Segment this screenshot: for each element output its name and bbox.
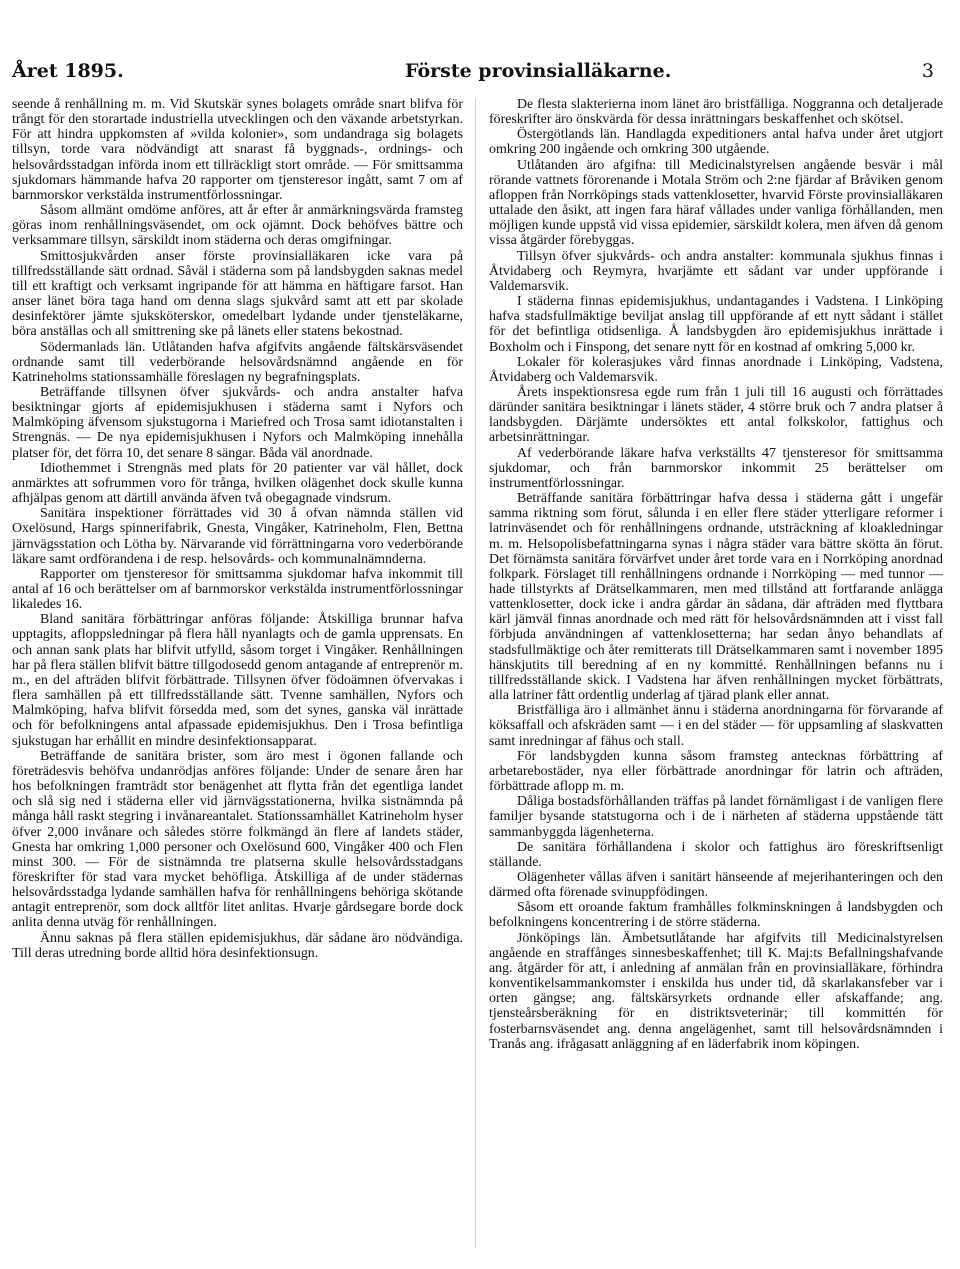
page-number: 3: [921, 60, 934, 82]
paragraph: Utlåtanden äro afgifna: till Medicinalstyrelsen angående besvär i mål rörande vattnets förorenande i Motala Ström och 2:ne fjärdar af Bråviken genom afloppen från Norrköpings stads vattenklosetter, hvarvid Förste provinsialläkaren uttalade den åsikt, att ingen fara häraf vållades under vanliga förhållanden, men möjligen kunde uppstå vid vissa epidemier, särskildt kolera, men äfven då genom vissa åtgärder förebyggas.: [489, 157, 943, 249]
paragraph: Idiothemmet i Strengnäs med plats för 20 patienter var väl hållet, dock anmärktes att sofrummen voro för trånga, hvilken olägenhet dock skulle kunna afhjälpas genom att därtill använda äfven två obegagnade vindsrum.: [12, 460, 463, 507]
column-divider: [475, 98, 476, 1248]
paragraph: De flesta slakterierna inom länet äro bristfälliga. Noggranna och detaljerade föreskrifter äro önskvärda för dessa inrättningars beskaffenhet och skötsel.: [489, 97, 943, 128]
right-column: [489, 97, 943, 1052]
paragraph: Olägenheter vållas äfven i sanitärt hänseende af mejerihanteringen och den därmed ofta förenade svinuppfödingen.: [489, 869, 943, 901]
paragraph: Såsom ett oroande faktum framhålles folkminskningen å landsbygden och befolkningens koncentrering i de större städerna.: [489, 900, 943, 931]
paragraph: Bland sanitära förbättringar anföras följande: Åtskilliga brunnar hafva upptagits, afloppsledningar på flera håll nyanlagts och de gamla upprensats. En och annan sank plats har blifvit utfylld, såsom torget i Vingåker. Renhållningen har på flera ställen blifvit bättre tillgodosedd genom antagande af entreprenör m. m., en del afträden blifvit förbättrade. Tillsynen öfver födoämnen öfvervakas i flera samhällen på ett tillfredsställande sätt. Tvenne samhällen, Nyfors och Malmköping, hafva blifvit försedda med, som det synes, ganska väl inrättade och för befolkningens antal afpassade epidemisjukhus. Den i Trosa befintliga sjukstugan har erhållit en mindre desinfektionsapparat.: [12, 612, 463, 749]
paragraph: Beträffande de sanitära brister, som äro mest i ögonen fallande och företrädesvis behöfva undanrödjas anföres följande: Under de senare åren har hos befolkningen framträdt stor benägenhet att flytta från det egentliga landet och slå sig ned i städerna eller vid järnvägsstationerna, hvilka sistnämnda på många håll raskt stegring i invånareantalet. Stationssamhället Katrineholm hyser öfver 2,000 invånare och således större folkmängd än flere af landets städer, Gnesta har omkring 1,000 personer och Oxelösund 600, Vingåker 400 och Flen minst 300. — För de sistnämnda tre platserna skulle helsovårdsstadgans föreskrifter för stad vara mycket behöfliga. Åtskilliga af de under städernas helsovårdsstadga lydande samhällen hafva för renhållningens behöriga skötande antagit entreprenör, som dock alltför litet anlitas. Hvarje gårdsegare borde dock anlita denna utväg för renhållningen.: [12, 748, 463, 931]
paragraph: För landsbygden kunna såsom framsteg antecknas förbättring af arbetarebostäder, nya eller förbättrade anordningar för latrin och afträden, förbättrade aflopp m. m.: [489, 748, 943, 795]
paragraph: Östergötlands län. Handlagda expeditioners antal hafva under året utgjort omkring 200 ingående och omkring 300 utgående.: [489, 127, 943, 158]
paragraph: Rapporter om tjensteresor för smittsamma sjukdomar hafva inkommit till antal af 16 och berättelser om af barnmorskor verkstälda instrumentförlossningar likaledes 16.: [12, 566, 463, 613]
paragraph: Bristfälliga äro i allmänhet ännu i städerna anordningarna för förvarande af köksaffall och afskräden samt — i en del städer — för uppsamling af slaskvatten samt inredningar af fähus och stall.: [489, 703, 943, 749]
paragraph: Såsom allmänt omdöme anföres, att år efter år anmärkningsvärda framsteg göras inom renhållningsväsendet, om ock ojämnt. Dock behöfves bättre och verksammare tillsyn, särskildt inom städerna och deras omgifningar.: [12, 203, 463, 249]
paragraph: Jönköpings län. Ämbetsutlåtande har afgifvits till Medicinalstyrelsen angående en straffånges sinnesbeskaffenhet; till K. Maj:ts Befallningshafvande ang. åtgärder för att, i anledning af anmälan från en provinsialläkare, förhindra konventikelsammankomster i enskilda hus under tid, då skarlakansfeber var i orten gängse; ang. fältskärsyrkets ordnande eller afskaffande; ang. tjensteårsberäkning för en distriktsveterinär; till kommittén för fosterbarnsväsendet ang. denna angelägenhet, samt till helsovårdsnämnden i Tranås ang. ifrågasatt anläggning af en läderfabrik inom köpingen.: [489, 930, 943, 1052]
paragraph: Årets inspektionsresa egde rum från 1 juli till 16 augusti och förrättades däründer sanitära besiktningar i länets städer, 4 större bruk och 7 andra platser å landsbygden. Därjämte undersöktes ett antal folkskolor, fattighus och arbetsinrättningar.: [489, 384, 943, 446]
paragraph: Af vederbörande läkare hafva verkställts 47 tjensteresor för smittsamma sjukdomar, och från barnmorskor inkommit 25 berättelser om instrumentförlossningar.: [489, 445, 943, 491]
paragraph: I städerna finnas epidemisjukhus, undantagandes i Vadstena. I Linköping hafva stadsfullmäktige beviljat anslag till uppförande af ett nytt sådant i stället för det befintliga otidsenliga. Å landsbygden äro epidemisjukhus inrättade i Boxholm och i Finspong, det senare nytt för en kostnad af omkring 5,000 kr.: [489, 294, 943, 355]
paragraph: Beträffande tillsynen öfver sjukvårds- och andra anstalter hafva besiktningar gjorts af epidemisjukhusen i städerna samt i Nyfors och Malmköping äfvensom sjukstugorna i Mariefred och Trosa samt idiotanstalten i Strengnäs. — De nya epidemisjukhusen i Nyfors och Malmköping innehålla platser för, det förra 10, det senare 8 sängar. Båda väl anordnade.: [12, 384, 463, 461]
paragraph: Sanitära inspektioner förrättades vid 30 å ofvan nämnda ställen vid Oxelösund, Hargs spinnerifabrik, Gnesta, Vingåker, Katrineholm, Flen, Bettna järnvägsstation och Lötha by. Närvarande vid förrättningarna voro vederbörande läkare samt ordförandena i de resp. helsovårds- och kommunalnämnderna.: [12, 506, 463, 567]
header-year: Året 1895.: [12, 60, 124, 82]
paragraph: Beträffande sanitära förbättringar hafva dessa i städerna gått i ungefär samma riktning som förut, sålunda i en eller flere städer ytterligare reformer i latrinväsendet och för renhållningens ordnande, utsträckning af kloakledningar m. m. Helsopolisbefattningarna synas i några städer vara bättre skötta än förut. Det förnämsta sanitära förvärfvet under året torde vara en i Norrköping anordnad folkpark. Förslaget till renhållningens ordnande i Norrköping — med tunnor — hade tillstyrkts af Drätselkammaren, men med tillstånd att fortfarande anlägga vattenklosetter, dock icke i andra gårdar än sådana, där afträden med flyttbara kärl jämväl finnas anordnade och med rätt för helsovårdsnämnden att i visst fall förbjuda användningen af vattenklosetterna; har sedan ånyo behandlats af stadsfullmäktige och åter remitterats till Drätselkammaren samt i november 1895 hänskjutits till beredning af en ny kommitté. Renhållningen befanns nu i tillfredsställande skick. I Vadstena har äfven renhållningen mycket förbättrats, alla latriner fått ordentlig underlag af tjärad plank eller annat.: [489, 491, 943, 704]
left-column: [12, 97, 463, 961]
paragraph: Tillsyn öfver sjukvårds- och andra anstalter: kommunala sjukhus finnas i Åtvidaberg och Reymyra, hvarjämte ett sådant var under uppförande i Valdemarsvik.: [489, 248, 943, 294]
running-header: [12, 60, 942, 88]
paragraph: Ännu saknas på flera ställen epidemisjukhus, där sådane äro nödvändiga. Till deras utredning borde alltid höra desinfektionsugn.: [12, 930, 463, 961]
paragraph: Smittosjukvården anser förste provinsialläkaren icke vara på tillfredsställande sätt ordnad. Såväl i städerna som på landsbygden saknas medel till ett kraftigt och verksamt ingripande för att hämma en häftigare farsot. Han anser länet böra taga hand om denna slags sjukvård samt att ett par skolade desinfektörer jämte sjuksköterskor, omedelbart lydande under tjensteläkarne, böra anställas och all smittrening ske på länets eller statens bekostnad.: [12, 248, 463, 340]
paragraph: Dåliga bostadsförhållanden träffas på landet förnämligast i de vanligen flere familjer bysande statstugorna och i de i närheten af städerna uppstående tätt sammanbyggda lägenheterna.: [489, 794, 943, 840]
paragraph: seende å renhållning m. m. Vid Skutskär synes bolagets område snart blifva för trångt för den storartade industriella utvecklingen och den växande arbetstyrkan. För att hindra uppkomsten af »vilda kolonier», som undandraga sig bolagets tillsyn, torde vara nödvändigt att snarast få byggnads-, ordnings- och helsovårdsstadgan införda inom ett tillräckligt stort område. — För smittsamma sjukdomars hämmande hafva 20 rapporter om tjensteresor ingått, samt 7 om af barnmorskor verkstälda instrumentförlossningar.: [12, 97, 463, 203]
paragraph: De sanitära förhållandena i skolor och fattighus äro föreskriftsenligt ställande.: [489, 839, 943, 870]
paragraph: Södermanlads län. Utlåtanden hafva afgifvits angående fältskärsväsendet ordnande samt till vederbörande helsovårdsnämnd angående en för Katrineholms stationssamhälle föreslagen ny begrafningsplats.: [12, 339, 463, 385]
header-title: Förste provinsialläkarne.: [405, 60, 672, 82]
paragraph: Lokaler för kolerasjukes vård finnas anordnade i Linköping, Vadstena, Åtvidaberg och Valdemarsvik.: [489, 354, 943, 385]
